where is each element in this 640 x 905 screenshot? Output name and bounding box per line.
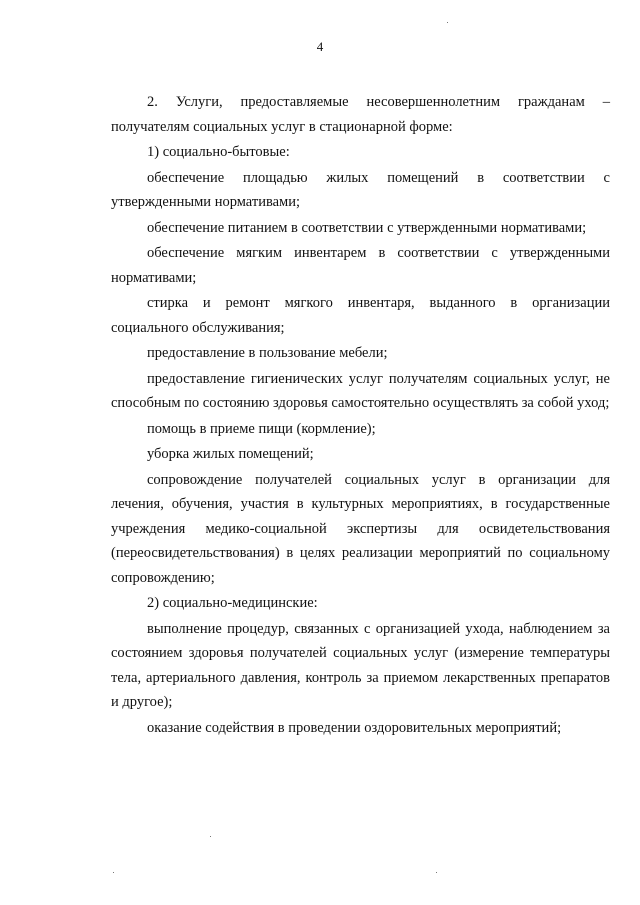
- service-item: стирка и ремонт мягкого инвентаря, выданного в организации социального обслуживания;: [111, 295, 610, 336]
- scan-speck: [447, 22, 448, 23]
- service-item: обеспечение мягким инвентарем в соответствии с утвержденными нормативами;: [111, 245, 610, 286]
- page-number: 4: [316, 39, 324, 54]
- service-item: обеспечение питанием в соответствии с утвержденными нормативами;: [147, 219, 587, 236]
- service-item: предоставление в пользование мебели;: [147, 345, 388, 361]
- scan-speck: [436, 872, 437, 873]
- service-item: уборка жилых помещений;: [147, 446, 314, 462]
- subsection-social-household-heading: 1) социально-бытовые:: [147, 144, 290, 160]
- service-item: помощь в приеме пищи (кормление);: [147, 420, 376, 437]
- subsection-social-medical-heading: 2) социально-медицинские:: [147, 595, 318, 611]
- service-item: оказание содействия в проведении оздоровительных мероприятий;: [147, 719, 562, 736]
- section-2-heading: 2. Услуги, предоставляемые несовершеннолетним гражданам – получателям социальных услуг в стационарной форме:: [111, 94, 610, 135]
- scan-speck: [210, 836, 211, 837]
- service-item: обеспечение площадью жилых помещений в соответствии с утвержденными нормативами;: [111, 169, 610, 210]
- service-item: выполнение процедур, связанных с организацией ухода, наблюдением за состоянием здоровья получателей социальных услуг (измерение температуры тела, артериального давления, контроль за приемом лекарственных препаратов и другое);: [111, 620, 610, 710]
- service-item: сопровождение получателей социальных услуг в организации для лечения, обучения, участия в культурных мероприятиях, в государственные учреждения медико-социальной экспертизы для освидетельствования (переосвидетельствования) в целях реализации мероприятий по социальному сопровождению;: [111, 471, 610, 586]
- scan-speck: [113, 872, 114, 873]
- service-item: предоставление гигиенических услуг получателям социальных услуг, не способным по состоянию здоровья самостоятельно осуществлять за собой уход;: [111, 370, 610, 411]
- document-body: [111, 90, 610, 740]
